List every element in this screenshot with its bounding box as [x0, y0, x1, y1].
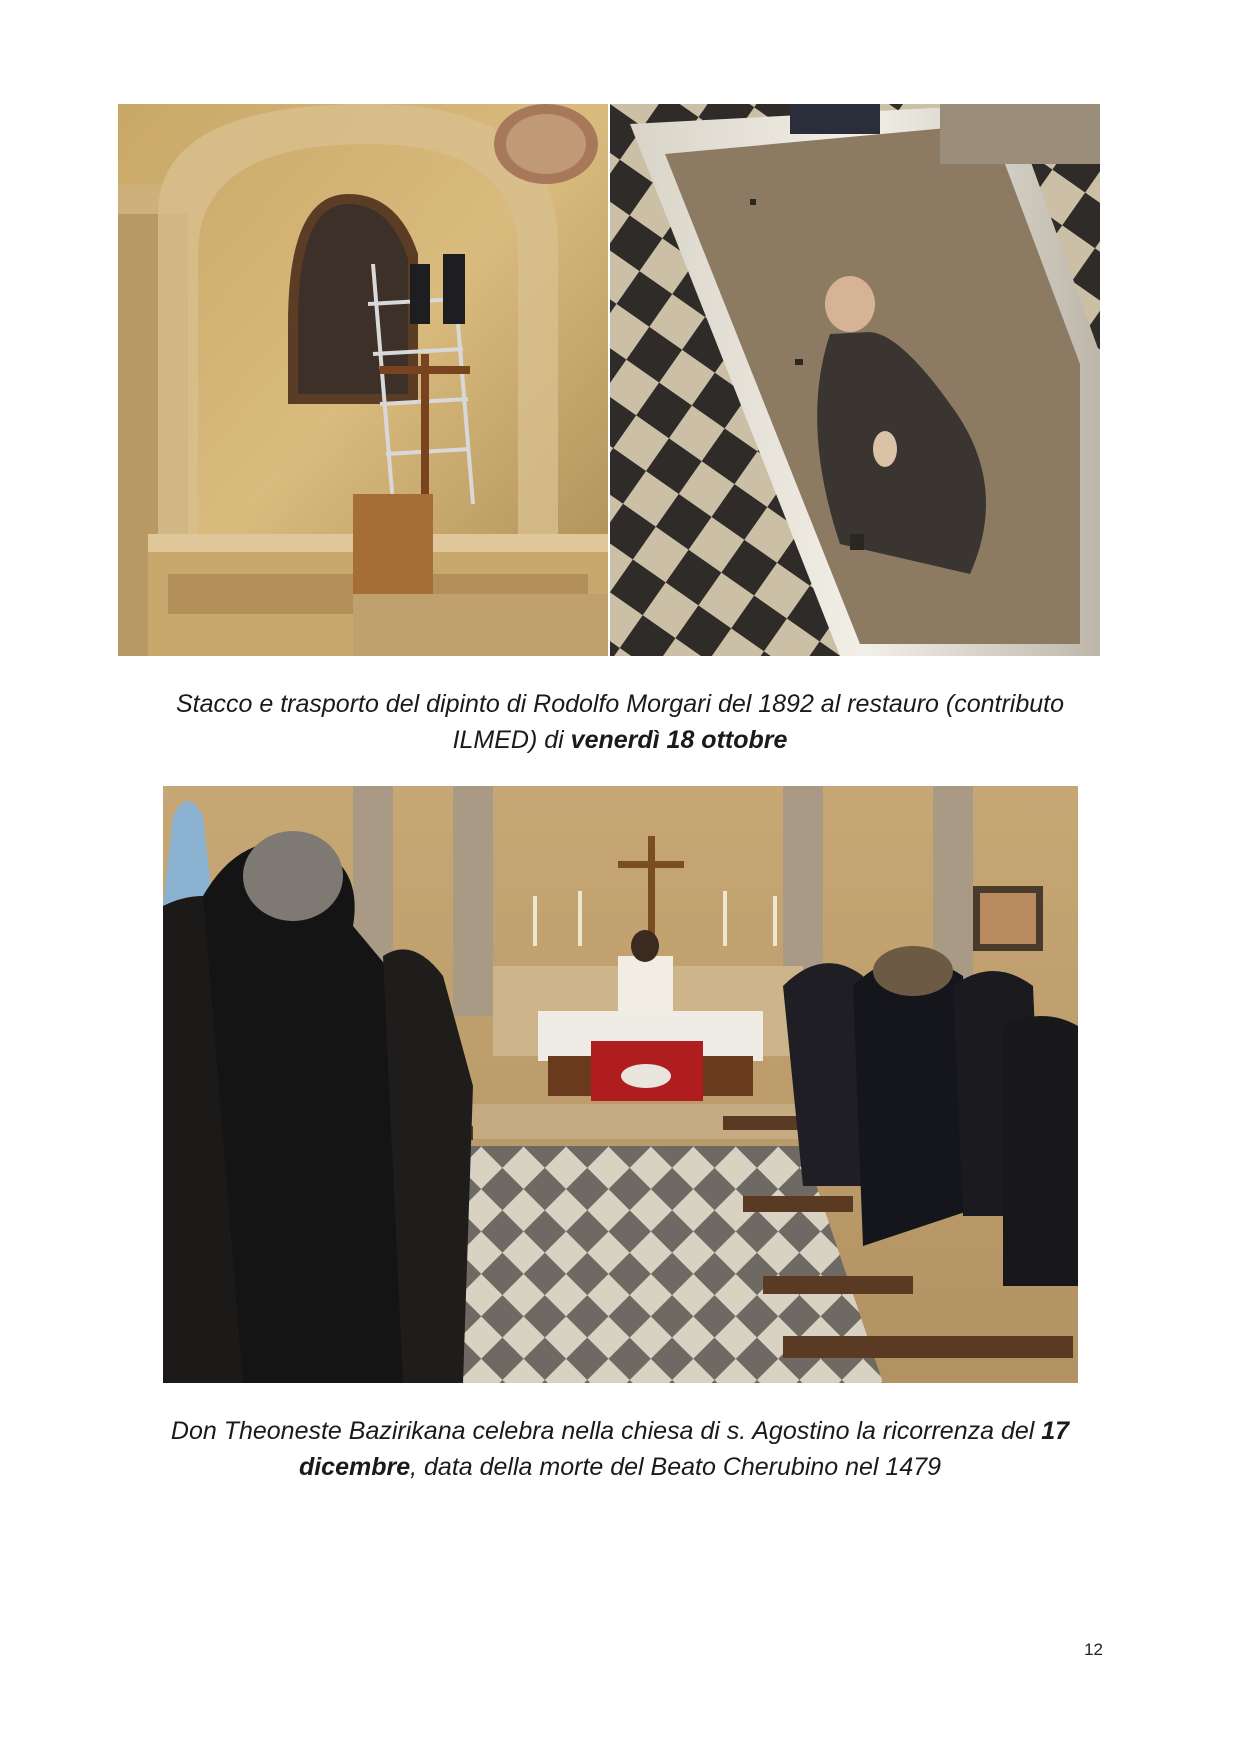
photo-painting-on-floor: [610, 104, 1100, 656]
caption-bottom-line1-text: Don Theoneste Bazirikana celebra nella chiesa di s. Agostino la ricorrenza del: [170, 1417, 1042, 1445]
caption-top-line2-text: ILMED) di: [452, 726, 571, 754]
caption-top-line1: Stacco e trasporto del dipinto di Rodolfo Morgari del 1892 al restauro (contributo: [175, 690, 1064, 718]
photo-mass-in-church: [163, 786, 1078, 1383]
page-number: 12: [1084, 1640, 1103, 1659]
caption-bottom-day: 17: [1041, 1417, 1070, 1445]
caption-bottom-month: dicembre: [298, 1453, 411, 1481]
caption-bottom-line2-text: , data della morte del Beato Cherubino nel 1479: [410, 1453, 942, 1481]
photo-painting-removal-scaffold: [118, 104, 608, 656]
photo-caption-top: [120, 686, 1120, 758]
photo-caption-bottom: [120, 1413, 1120, 1485]
caption-top-date: venerdì 18 ottobre: [570, 726, 788, 754]
